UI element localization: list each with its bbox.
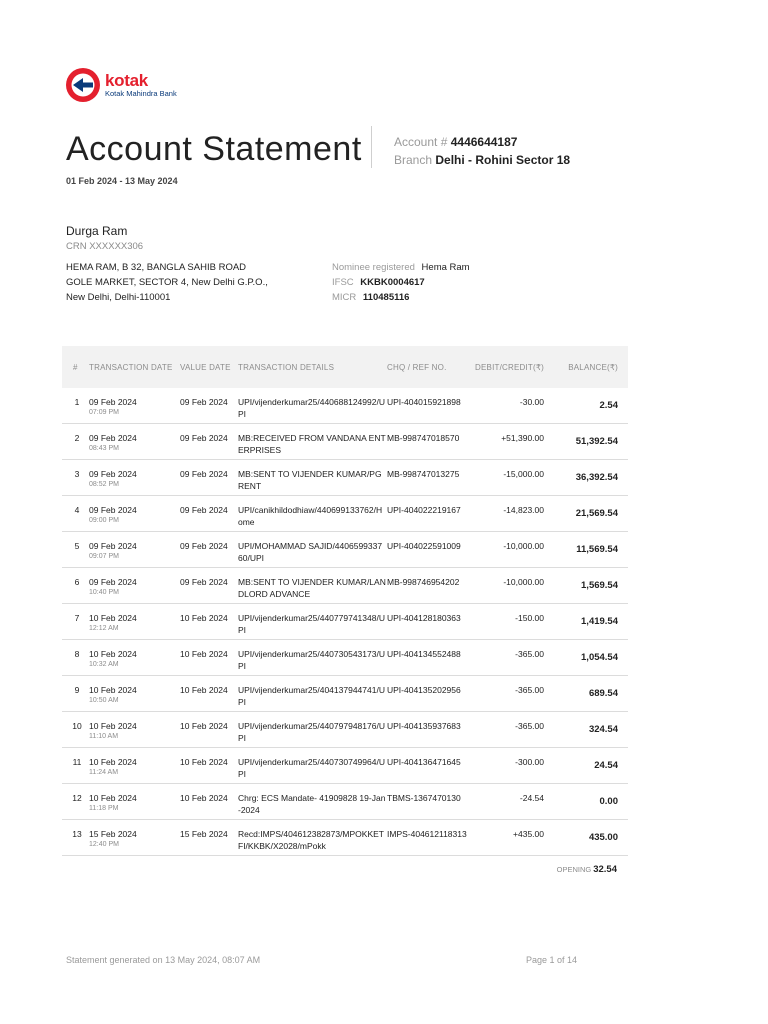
column-header-amount: DEBIT/CREDIT(₹) [475,363,544,372]
reference-number: MB-998747013275 [387,469,460,479]
transaction-time: 10:50 AM [89,697,119,704]
transaction-time: 11:24 AM [89,769,119,776]
transaction-time: 11:10 AM [89,733,119,740]
row-index: 2 [74,433,80,443]
debit-credit-amount: -300.00 [515,757,544,767]
micr-label: MICR [332,292,357,303]
transaction-date: 10 Feb 2024 [89,757,137,767]
address-line: GOLE MARKET, SECTOR 4, New Delhi G.P.O., [66,277,268,288]
column-header-value-date: VALUE DATE [180,363,231,372]
transaction-time: 12:12 AM [89,625,119,632]
table-row [62,424,628,460]
transaction-details: MB:RECEIVED FROM VANDANA ENTERPRISES [238,433,386,455]
reference-number: UPI-404022591009 [387,541,461,551]
transaction-date: 10 Feb 2024 [89,613,137,623]
transaction-time: 10:40 PM [89,589,119,596]
reference-number: MB-998746954202 [387,577,460,587]
balance-amount: 1,569.54 [581,580,618,591]
transaction-details: UPI/vijenderkumar25/404137944741/UPI [238,685,385,707]
customer-name: Durga Ram [66,224,128,238]
table-row [62,676,628,712]
balance-amount: 324.54 [588,724,618,735]
transaction-details: UPI/vijenderkumar25/440779741348/UPI [238,613,385,635]
nominee [332,262,470,273]
account-number [394,135,517,149]
debit-credit-amount: -365.00 [515,721,544,731]
balance-amount: 2.54 [599,400,618,411]
opening-label: OPENING [556,865,592,874]
row-index: 9 [74,685,80,695]
value-date: 09 Feb 2024 [180,541,228,551]
debit-credit-amount: -10,000.00 [503,541,544,551]
value-date: 09 Feb 2024 [180,433,228,443]
row-index: 4 [74,505,80,515]
value-date: 09 Feb 2024 [180,469,228,479]
row-index: 10 [72,721,82,731]
balance-amount: 1,419.54 [581,616,618,627]
debit-credit-amount: +51,390.00 [501,433,544,443]
row-index: 5 [74,541,80,551]
debit-credit-amount: -365.00 [515,649,544,659]
value-date: 09 Feb 2024 [180,577,228,587]
value-date: 10 Feb 2024 [180,649,228,659]
balance-amount: 36,392.54 [575,472,618,483]
transaction-details: UPI/vijenderkumar25/440688124992/UPI [238,397,385,419]
reference-number: MB-998747018570 [387,433,460,443]
table-row [62,748,628,784]
row-index: 13 [72,829,82,839]
branch [394,153,570,167]
statement-period: 01 Feb 2024 - 13 May 2024 [66,176,178,186]
table-row [62,568,628,604]
balance-amount: 24.54 [594,760,618,771]
row-index: 11 [72,757,82,767]
transaction-details: UPI/canikhildodhiaw/440699133762/Home [238,505,383,527]
transaction-time: 08:52 PM [89,481,119,488]
reference-number: IMPS-404612118313 [387,829,467,839]
row-index: 7 [74,613,80,623]
transaction-date: 09 Feb 2024 [89,433,137,443]
balance-amount: 435.00 [588,832,618,843]
branch-label: Branch [394,153,433,167]
transaction-time: 07:09 PM [89,409,119,416]
reference-number: UPI-404134552488 [387,649,461,659]
kotak-logo-icon [66,68,100,102]
ifsc-label: IFSC [332,277,354,288]
balance-amount: 689.54 [588,688,618,699]
transaction-time: 08:43 PM [89,445,119,452]
header-divider [371,126,372,168]
transaction-date: 10 Feb 2024 [89,649,137,659]
row-index: 8 [74,649,80,659]
value-date: 10 Feb 2024 [180,613,228,623]
column-header-date: TRANSACTION DATE [89,363,173,372]
transaction-time: 11:18 PM [89,805,119,812]
account-label: Account # [394,135,448,149]
transaction-date: 09 Feb 2024 [89,505,137,515]
debit-credit-amount: -365.00 [515,685,544,695]
transaction-time: 09:07 PM [89,553,119,560]
row-index: 1 [74,397,80,407]
debit-credit-amount: -14,823.00 [503,505,544,515]
value-date: 10 Feb 2024 [180,721,228,731]
balance-amount: 21,569.54 [575,508,618,519]
transaction-date: 10 Feb 2024 [89,793,137,803]
reference-number: UPI-404135937683 [387,721,461,731]
balance-amount: 0.00 [599,796,618,807]
table-header [62,346,628,388]
reference-number: UPI-404136471645 [387,757,461,767]
transaction-details: UPI/MOHAMMAD SAJID/440659933760/UPI [238,541,383,563]
transaction-details: MB:SENT TO VIJENDER KUMAR/LANDLORD ADVANCE [238,577,386,599]
table-row [62,460,628,496]
transaction-time: 10:32 AM [89,661,119,668]
nominee-value: Hema Ram [421,262,470,273]
reference-number: UPI-404128180363 [387,613,461,623]
micr [332,292,409,303]
customer-crn: CRN XXXXXX306 [66,241,144,252]
row-index: 12 [72,793,82,803]
column-header-ref: CHQ / REF NO. [387,363,447,372]
transaction-date: 10 Feb 2024 [89,721,137,731]
table-row [62,712,628,748]
balance-amount: 51,392.54 [575,436,618,447]
reference-number: UPI-404135202956 [387,685,461,695]
debit-credit-amount: -30.00 [519,397,544,407]
transaction-date: 09 Feb 2024 [89,541,137,551]
debit-credit-amount: -15,000.00 [503,469,544,479]
value-date: 10 Feb 2024 [180,793,228,803]
brand-subtitle: Kotak Mahindra Bank [105,88,177,98]
column-header-index: # [73,363,78,372]
column-header-balance: BALANCE(₹) [568,363,618,372]
account-value: 4446644187 [450,135,518,149]
table-row [62,604,628,640]
column-header-details: TRANSACTION DETAILS [238,363,335,372]
transaction-date: 09 Feb 2024 [89,577,137,587]
table-row [62,532,628,568]
ifsc-value: KKBK0004617 [360,277,425,288]
page-title: Account Statement [66,130,362,168]
debit-credit-amount: +435.00 [513,829,544,839]
table-row [62,640,628,676]
brand-name: kotak [105,70,148,90]
table-row [62,388,628,424]
bank-logo [66,68,177,102]
transaction-date: 09 Feb 2024 [89,397,137,407]
value-date: 09 Feb 2024 [180,505,228,515]
transaction-date: 09 Feb 2024 [89,469,137,479]
transaction-details: MB:SENT TO VIJENDER KUMAR/PG RENT [238,469,382,491]
value-date: 10 Feb 2024 [180,757,228,767]
opening-value: 32.54 [593,864,617,875]
balance-amount: 11,569.54 [576,544,618,555]
transaction-date: 10 Feb 2024 [89,685,137,695]
table-row [62,784,628,820]
micr-value: 110485116 [362,292,410,303]
page-number: Page 1 of 14 [525,955,577,965]
value-date: 10 Feb 2024 [180,685,228,695]
ifsc [332,277,425,288]
branch-value: Delhi - Rohini Sector 18 [435,153,571,167]
transaction-details: Chrg: ECS Mandate- 41909828 19-Jan-2024 [238,793,386,815]
table-row [62,820,628,856]
row-index: 6 [74,577,80,587]
statement-generated: Statement generated on 13 May 2024, 08:07 AM [66,955,261,965]
nominee-label: Nominee registered [332,262,415,273]
reference-number: UPI-404015921898 [387,397,461,407]
value-date: 15 Feb 2024 [180,829,228,839]
transaction-time: 09:00 PM [89,517,119,524]
debit-credit-amount: -150.00 [515,613,544,623]
transaction-details: UPI/vijenderkumar25/440730543173/UPI [238,649,385,671]
transaction-details: Recd:IMPS/404612382873/MPOKKET FI/KKBK/X2028/mPokk [238,829,384,851]
transaction-time: 12:40 PM [89,841,119,848]
address-line: HEMA RAM, B 32, BANGLA SAHIB ROAD [66,262,247,273]
debit-credit-amount: -24.54 [519,793,544,803]
reference-number: TBMS-1367470130 [387,793,461,803]
balance-amount: 1,054.54 [581,652,618,663]
opening-balance [557,864,617,875]
logo-text [105,72,177,99]
table-row [62,496,628,532]
debit-credit-amount: -10,000.00 [503,577,544,587]
reference-number: UPI-404022219167 [387,505,461,515]
transaction-details: UPI/vijenderkumar25/440730749964/UPI [238,757,385,779]
value-date: 09 Feb 2024 [180,397,228,407]
row-index: 3 [74,469,80,479]
transaction-details: UPI/vijenderkumar25/440797948176/UPI [238,721,385,743]
transaction-date: 15 Feb 2024 [89,829,137,839]
address-line: New Delhi, Delhi-110001 [66,292,171,303]
